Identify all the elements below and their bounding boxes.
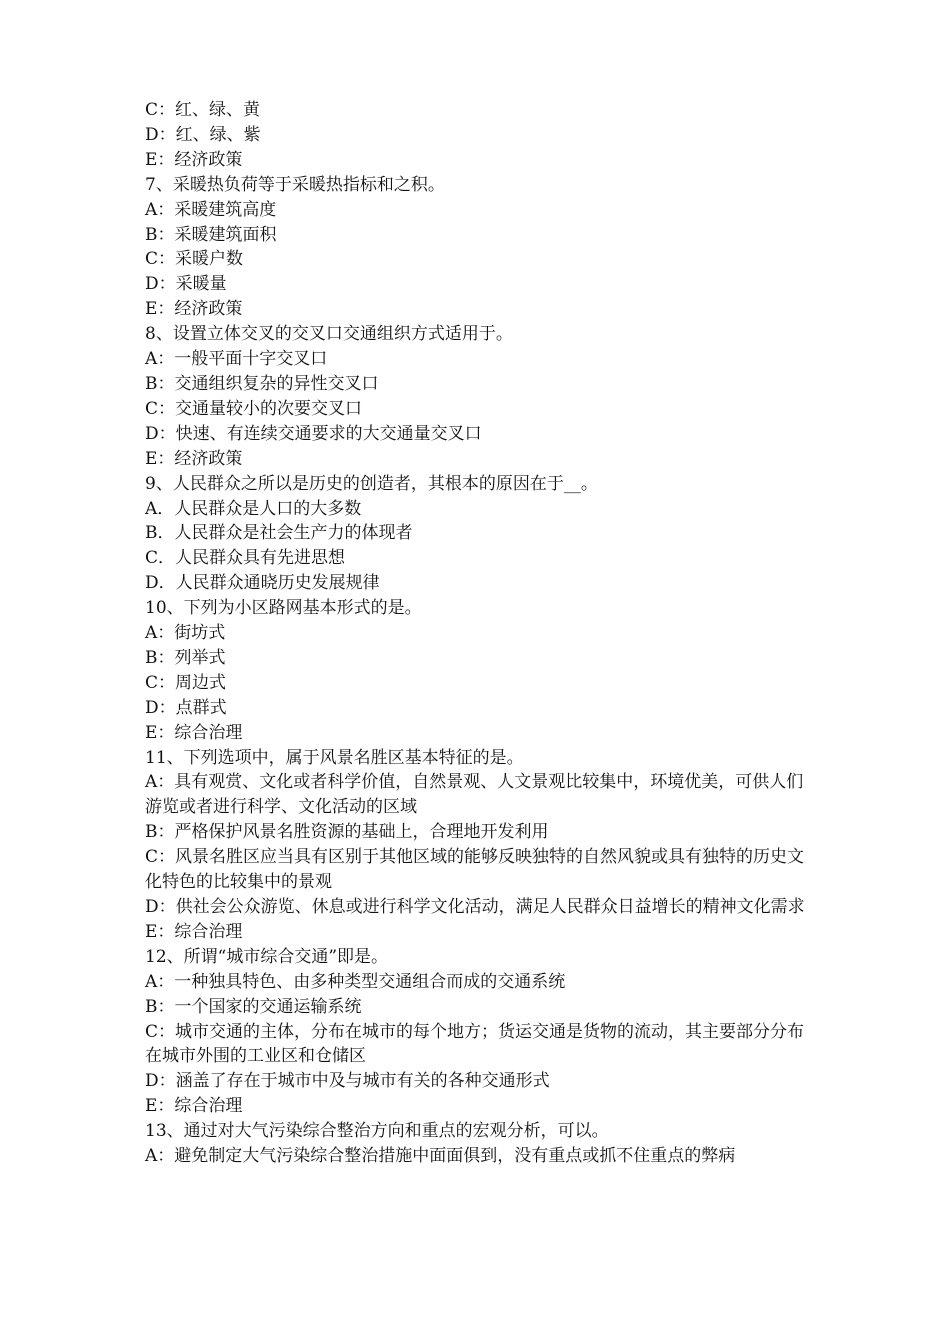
- option-c: C：采暖户数: [145, 249, 244, 270]
- option-d: D：红、绿、紫: [145, 124, 261, 145]
- question-9: 9、人民群众之所以是历史的创造者，其根本的原因在于__。: [145, 473, 598, 494]
- question-7: 7、采暖热负荷等于采暖热指标和之积。: [145, 174, 445, 195]
- option-d: D：涵盖了存在于城市中及与城市有关的各种交通形式: [145, 1071, 550, 1092]
- option-a: A．人民群众是人口的大多数: [145, 498, 362, 519]
- option-e: E：综合治理: [145, 1096, 243, 1117]
- option-c: C：周边式: [145, 672, 227, 693]
- option-a: A：一般平面十字交叉口: [145, 349, 328, 370]
- option-b: B．人民群众是社会生产力的体现者: [145, 523, 413, 544]
- option-e: E：经济政策: [145, 149, 243, 170]
- option-a: A：采暖建筑高度: [145, 199, 277, 220]
- option-e: E：经济政策: [145, 299, 243, 320]
- option-c: C：城市交通的主体，分布在城市的每个地方；货运交通是货物的流动，其主要部分分布在城市外围的工业区和仓储区: [145, 1021, 805, 1067]
- option-d: D：点群式: [145, 697, 227, 718]
- option-e: E：综合治理: [145, 722, 243, 743]
- option-c: C：交通量较小的次要交叉口: [145, 398, 363, 419]
- option-a: A：一种独具特色、由多种类型交通组合而成的交通系统: [145, 971, 566, 992]
- option-d: D．人民群众通晓历史发展规律: [145, 573, 380, 594]
- question-13: 13、通过对大气污染综合整治方向和重点的宏观分析，可以。: [145, 1121, 609, 1142]
- option-b: B：列举式: [145, 647, 226, 668]
- option-b: B：严格保护风景名胜资源的基础上，合理地开发利用: [145, 822, 549, 843]
- option-e: E：综合治理: [145, 921, 243, 942]
- question-11: 11、下列选项中，属于风景名胜区基本特征的是。: [145, 747, 524, 768]
- option-c: C：风景名胜区应当具有区别于其他区域的能够反映独特的自然风貌或具有独特的历史文化特色的比较集中的景观: [145, 847, 805, 893]
- question-10: 10、下列为小区路网基本形式的是。: [145, 598, 422, 619]
- option-d: D：供社会公众游览、休息或进行科学文化活动，满足人民群众日益增长的精神文化需求: [145, 897, 805, 917]
- question-12: 12、所谓“城市综合交通”即是。: [145, 946, 389, 967]
- document-body: [145, 98, 815, 1169]
- option-a: A：街坊式: [145, 623, 226, 644]
- option-e: E：经济政策: [145, 448, 243, 469]
- option-b: B：一个国家的交通运输系统: [145, 996, 362, 1017]
- option-a: A：具有观赏、文化或者科学价值，自然景观、人文景观比较集中，环境优美，可供人们游览或者进行科学、文化活动的区域: [145, 772, 804, 818]
- option-a: A：避免制定大气污染综合整治措施中面面俱到，没有重点或抓不住重点的弊病: [145, 1146, 736, 1167]
- option-c: C：红、绿、黄: [145, 100, 261, 120]
- option-d: D：采暖量: [145, 274, 227, 295]
- option-d: D：快速、有连续交通要求的大交通量交叉口: [145, 423, 482, 444]
- option-c: C．人民群众具有先进思想: [145, 548, 346, 569]
- option-b: B：交通组织复杂的异性交叉口: [145, 373, 379, 394]
- option-b: B：采暖建筑面积: [145, 224, 277, 245]
- question-8: 8、设置立体交叉的交叉口交通组织方式适用于。: [145, 324, 513, 345]
